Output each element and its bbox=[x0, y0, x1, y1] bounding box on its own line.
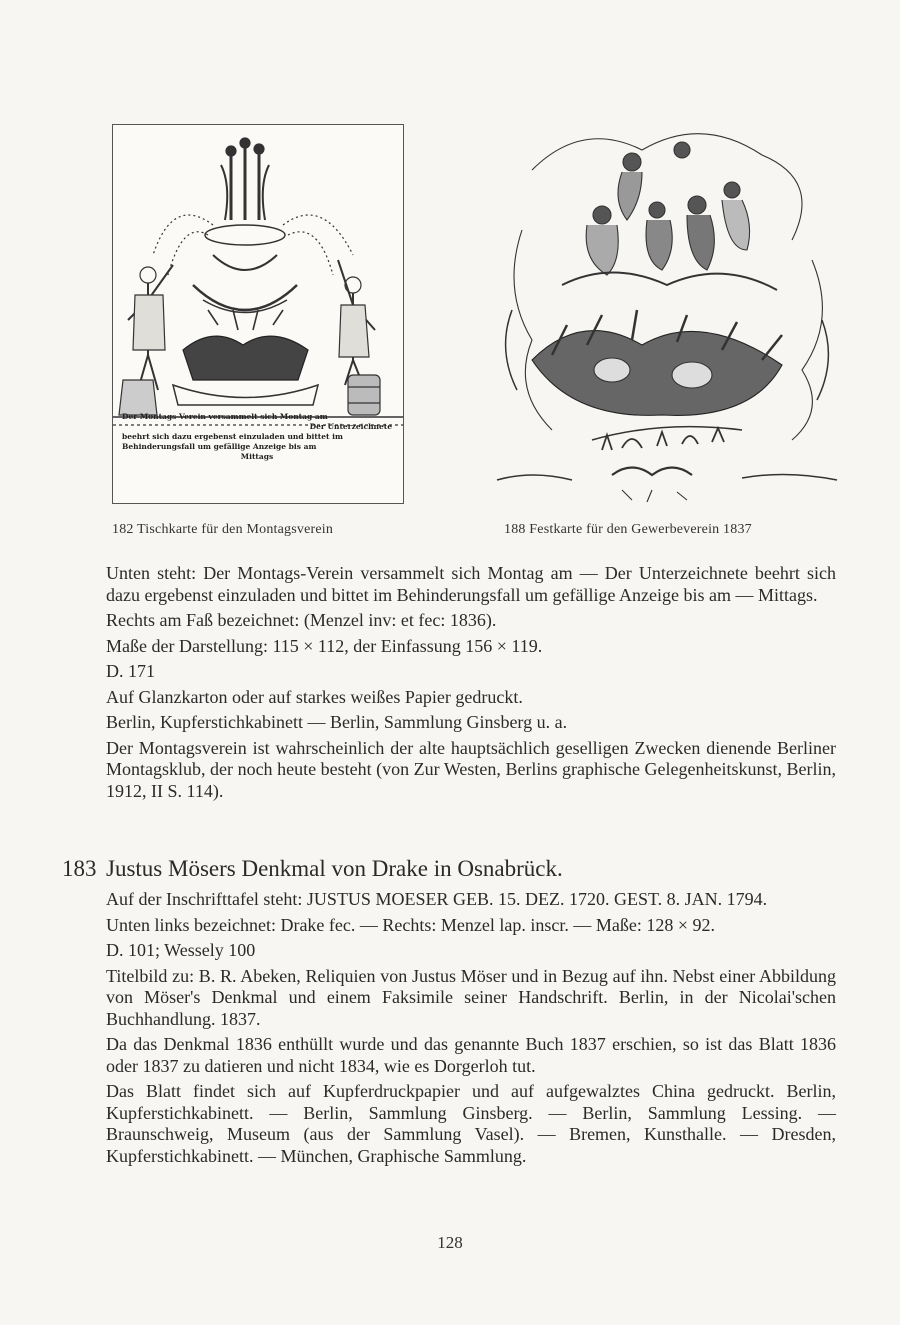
paragraph: D. 101; Wessely 100 bbox=[106, 940, 256, 960]
paragraph: Da das Denkmal 1836 enthüllt wurde und das genannte Buch 1837 erschien, so ist das Blatt 1836 oder 1837 zu datieren und nicht 1834, wie es Dorgerloh tut. bbox=[106, 1034, 836, 1076]
entry-182-text bbox=[106, 563, 836, 806]
inscription-line: Mittags bbox=[240, 452, 274, 461]
entry-title: Justus Mösers Denkmal von Drake in Osnabrück. bbox=[106, 856, 563, 881]
entry-body bbox=[106, 889, 836, 1167]
paragraph: Maße der Darstellung: 115 × 112, der Einfassung 156 × 119. bbox=[106, 635, 543, 656]
entry-183 bbox=[62, 855, 836, 1171]
paragraph: Auf Glanzkarton oder auf starkes weißes Papier gedruckt. bbox=[106, 686, 523, 707]
figure-188-illustration bbox=[492, 110, 840, 505]
inscription-line: Der Unterzeichnete bbox=[309, 422, 392, 431]
paragraph: Unten steht: Der Montags-Verein versammelt sich Montag am — Der Unterzeichnete beehrt sich dazu ergebenst einzuladen und bittet im Behinderungsfall um gefällige Anzeige bis am — Mittags. bbox=[106, 563, 836, 605]
paragraph: Das Blatt findet sich auf Kupferdruckpapier und auf aufgewalztes China gedruckt. Berlin, Kupferstichkabinett. — Berlin, Sammlung Ginsberg. — Berlin, Sammlung Lessing. — Braunschweig, Museum (aus der Sammlung Vasel). — Bremen, Kunsthalle. — Dresden, Kupferstichkabinett. — München, Graphische Sammlung. bbox=[106, 1081, 836, 1166]
entry-heading bbox=[62, 855, 836, 883]
paragraph: Auf der Inschrifttafel steht: JUSTUS MOESER GEB. 15. DEZ. 1720. GEST. 8. JAN. 1794. bbox=[106, 889, 768, 909]
paragraph: Unten links bezeichnet: Drake fec. — Rechts: Menzel lap. inscr. — Maße: 128 × 92. bbox=[106, 914, 715, 935]
paragraph: Berlin, Kupferstichkabinett — Berlin, Sammlung Ginsberg u. a. bbox=[106, 712, 568, 732]
festival-card-illustration bbox=[492, 110, 840, 505]
paragraph: D. 171 bbox=[106, 661, 155, 681]
inscription-line: beehrt sich dazu ergebenst einzuladen und bittet im bbox=[122, 432, 343, 441]
inscription-line: Behinderungsfall um gefällige Anzeige bis am bbox=[122, 442, 317, 451]
entry-number: 183 bbox=[62, 856, 97, 881]
paragraph: Der Montagsverein ist wahrscheinlich der alte hauptsächlich geselligen Zwecken dienende Berliner Montagsklub, der noch heute besteht (von Zur Westen, Berlins graphische Gelegenheitskunst, Berlin, 1912, II S. 114). bbox=[106, 737, 836, 801]
page-number: 128 bbox=[437, 1233, 463, 1252]
figure-188-caption: 188 Festkarte für den Gewerbeverein 1837 bbox=[504, 522, 752, 537]
paragraph: Titelbild zu: B. R. Abeken, Reliquien von Justus Möser und in Bezug auf ihn. Nebst einer Abbildung von Möser's Denkmal und einem Faksimile seiner Handschrift. Berlin, in der Nicolai'schen Buchhandlung. 1837. bbox=[106, 965, 836, 1029]
paragraph: Rechts am Faß bezeichnet: (Menzel inv: et fec: 1836). bbox=[106, 610, 497, 630]
inscription-line: Der Montags-Verein versammelt sich Montag am bbox=[122, 412, 328, 421]
figure-182-inscription bbox=[122, 412, 392, 462]
figure-182-caption: 182 Tischkarte für den Montagsverein bbox=[112, 522, 334, 537]
